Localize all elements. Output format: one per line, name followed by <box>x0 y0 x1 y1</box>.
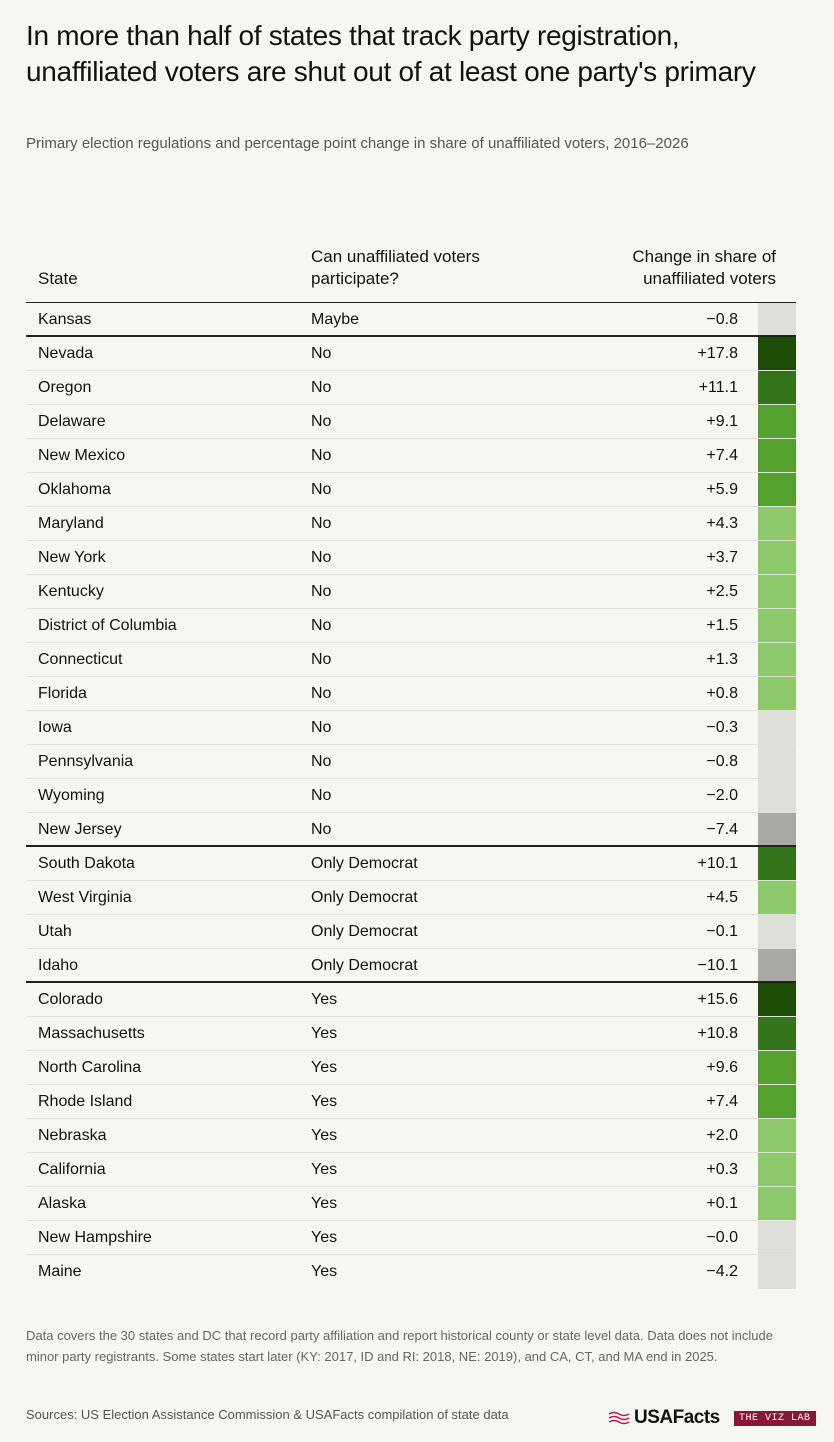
table-row <box>26 1017 796 1051</box>
table-row <box>26 915 796 949</box>
change-value: +0.1 <box>706 1195 738 1212</box>
state-name: Maryland <box>38 515 104 532</box>
participation-status: Yes <box>311 1229 338 1246</box>
table-row <box>26 711 796 745</box>
change-color-swatch <box>758 1255 796 1289</box>
change-value: −0.8 <box>706 753 738 770</box>
change-color-swatch <box>758 1221 796 1254</box>
change-color-swatch <box>758 1051 796 1084</box>
participation-status: No <box>311 787 332 804</box>
chart-title: In more than half of states that track party registration, unaffiliated voters are shut out of at least one party's primary <box>26 20 756 87</box>
state-name: Kansas <box>38 311 92 328</box>
change-color-swatch <box>758 1187 796 1220</box>
change-value: +7.4 <box>706 447 738 464</box>
change-color-swatch <box>758 983 796 1016</box>
change-value: +9.1 <box>706 413 738 430</box>
state-name: Pennsylvania <box>38 753 134 770</box>
change-value: −0.8 <box>706 311 738 328</box>
change-value: +1.3 <box>706 651 738 668</box>
state-name: Nebraska <box>38 1127 107 1144</box>
change-color-swatch <box>758 1153 796 1186</box>
participation-status: Yes <box>311 991 338 1008</box>
state-name: Florida <box>38 685 87 702</box>
change-color-swatch <box>758 711 796 744</box>
table-row <box>26 405 796 439</box>
state-name: Utah <box>38 923 72 940</box>
change-color-swatch <box>758 609 796 642</box>
state-name: New York <box>38 549 106 566</box>
table-row <box>26 1221 796 1255</box>
participation-status: Yes <box>311 1263 338 1280</box>
change-color-swatch <box>758 677 796 710</box>
change-value: +9.6 <box>706 1059 738 1076</box>
table-row <box>26 337 796 371</box>
table-row <box>26 1187 796 1221</box>
change-value: −0.3 <box>706 719 738 736</box>
change-value: +7.4 <box>706 1093 738 1110</box>
column-header-participate: Can unaffiliated voters participate? <box>311 247 480 288</box>
state-name: New Jersey <box>38 821 122 838</box>
participation-status: No <box>311 447 332 464</box>
state-name: Maine <box>38 1263 82 1280</box>
change-value: −0.0 <box>706 1229 738 1246</box>
change-value: −2.0 <box>706 787 738 804</box>
table-row <box>26 779 796 813</box>
state-name: Oregon <box>38 379 92 396</box>
table-row <box>26 473 796 507</box>
viz-lab-badge: THE VIZ LAB <box>734 1411 816 1426</box>
change-value: +5.9 <box>706 481 738 498</box>
participation-status: No <box>311 413 332 430</box>
data-table <box>26 246 796 1289</box>
table-row <box>26 1085 796 1119</box>
footnote: Data covers the 30 states and DC that record party affiliation and report historical county or state level data. Data does not include minor party registrants. Some states start later (KY: 2017, ID and RI: 2018, NE: 2019), and CA, CT, and MA end in 2025. <box>26 1328 773 1364</box>
state-name: North Carolina <box>38 1059 142 1076</box>
change-color-swatch <box>758 1119 796 1152</box>
state-name: California <box>38 1161 106 1178</box>
participation-status: No <box>311 821 332 838</box>
participation-status: No <box>311 719 332 736</box>
participation-status: No <box>311 617 332 634</box>
participation-status: No <box>311 651 332 668</box>
state-name: Wyoming <box>38 787 105 804</box>
change-color-swatch <box>758 439 796 472</box>
change-value: +0.8 <box>706 685 738 702</box>
change-color-swatch <box>758 949 796 981</box>
participation-status: No <box>311 685 332 702</box>
brand-name: USAFacts <box>634 1407 720 1428</box>
change-color-swatch <box>758 371 796 404</box>
state-name: Alaska <box>38 1195 87 1212</box>
table-row <box>26 847 796 881</box>
participation-status: Only Democrat <box>311 923 418 940</box>
participation-status: Yes <box>311 1161 338 1178</box>
participation-status: Only Democrat <box>311 889 418 906</box>
change-value: +1.5 <box>706 617 738 634</box>
change-color-swatch <box>758 1085 796 1118</box>
table-body <box>26 303 796 1289</box>
table-row <box>26 881 796 915</box>
table-row <box>26 1051 796 1085</box>
change-color-swatch <box>758 779 796 812</box>
state-name: Delaware <box>38 413 106 430</box>
state-name: South Dakota <box>38 855 135 872</box>
table-row <box>26 507 796 541</box>
table-row <box>26 643 796 677</box>
table-row <box>26 609 796 643</box>
change-value: −10.1 <box>697 957 738 974</box>
change-color-swatch <box>758 847 796 880</box>
change-value: +2.0 <box>706 1127 738 1144</box>
change-color-swatch <box>758 405 796 438</box>
participation-status: No <box>311 481 332 498</box>
change-color-swatch <box>758 745 796 778</box>
state-name: New Mexico <box>38 447 126 464</box>
participation-status: No <box>311 345 332 362</box>
table-row <box>26 439 796 473</box>
table-row <box>26 371 796 405</box>
table-row <box>26 813 796 847</box>
change-value: +17.8 <box>697 345 738 362</box>
table-header <box>26 246 796 303</box>
state-name: Oklahoma <box>38 481 111 498</box>
change-value: +0.3 <box>706 1161 738 1178</box>
table-row <box>26 1119 796 1153</box>
state-name: West Virginia <box>38 889 132 906</box>
table-row <box>26 745 796 779</box>
participation-status: No <box>311 549 332 566</box>
change-value: +3.7 <box>706 549 738 566</box>
table-row <box>26 1153 796 1187</box>
change-value: −0.1 <box>706 923 738 940</box>
column-header-state: State <box>38 269 78 288</box>
state-name: Massachusetts <box>38 1025 145 1042</box>
participation-status: Yes <box>311 1025 338 1042</box>
state-name: Rhode Island <box>38 1093 133 1110</box>
change-color-swatch <box>758 337 796 370</box>
participation-status: Yes <box>311 1195 338 1212</box>
change-color-swatch <box>758 813 796 845</box>
flag-icon <box>608 1410 630 1426</box>
state-name: Idaho <box>38 957 79 974</box>
participation-status: Yes <box>311 1093 338 1110</box>
change-value: +4.5 <box>706 889 738 906</box>
change-color-swatch <box>758 507 796 540</box>
change-color-swatch <box>758 915 796 948</box>
table-row <box>26 983 796 1017</box>
state-name: New Hampshire <box>38 1229 152 1246</box>
table-row <box>26 1255 796 1289</box>
state-name: Kentucky <box>38 583 104 600</box>
participation-status: Only Democrat <box>311 957 418 974</box>
change-color-swatch <box>758 1017 796 1050</box>
sources: Sources: US Election Assistance Commission & USAFacts compilation of state data <box>26 1407 509 1422</box>
change-value: −4.2 <box>706 1263 738 1280</box>
table-row <box>26 677 796 711</box>
change-color-swatch <box>758 643 796 676</box>
column-header-change: Change in share of unaffiliated voters <box>632 247 776 288</box>
participation-status: No <box>311 753 332 770</box>
table-row <box>26 575 796 609</box>
usafacts-logo[interactable] <box>608 1406 720 1430</box>
change-value: +11.1 <box>698 379 738 396</box>
state-name: Iowa <box>38 719 72 736</box>
participation-status: No <box>311 379 332 396</box>
participation-status: No <box>311 515 332 532</box>
table-row <box>26 541 796 575</box>
change-color-swatch <box>758 881 796 914</box>
chart-subtitle: Primary election regulations and percentage point change in share of unaffiliated voters, 2016–2026 <box>26 135 689 152</box>
change-color-swatch <box>758 575 796 608</box>
participation-status: Yes <box>311 1059 338 1076</box>
change-value: −7.4 <box>706 821 738 838</box>
participation-status: No <box>311 583 332 600</box>
change-value: +4.3 <box>706 515 738 532</box>
change-value: +2.5 <box>706 583 738 600</box>
participation-status: Only Democrat <box>311 855 418 872</box>
change-color-swatch <box>758 303 796 335</box>
state-name: Connecticut <box>38 651 123 668</box>
change-value: +15.6 <box>697 991 738 1008</box>
change-value: +10.1 <box>697 855 738 872</box>
change-color-swatch <box>758 473 796 506</box>
state-name: Nevada <box>38 345 94 362</box>
participation-status: Maybe <box>311 311 360 328</box>
table-row <box>26 303 796 337</box>
state-name: District of Columbia <box>38 617 177 634</box>
state-name: Colorado <box>38 991 103 1008</box>
change-value: +10.8 <box>697 1025 738 1042</box>
change-color-swatch <box>758 541 796 574</box>
participation-status: Yes <box>311 1127 338 1144</box>
table-row <box>26 949 796 983</box>
